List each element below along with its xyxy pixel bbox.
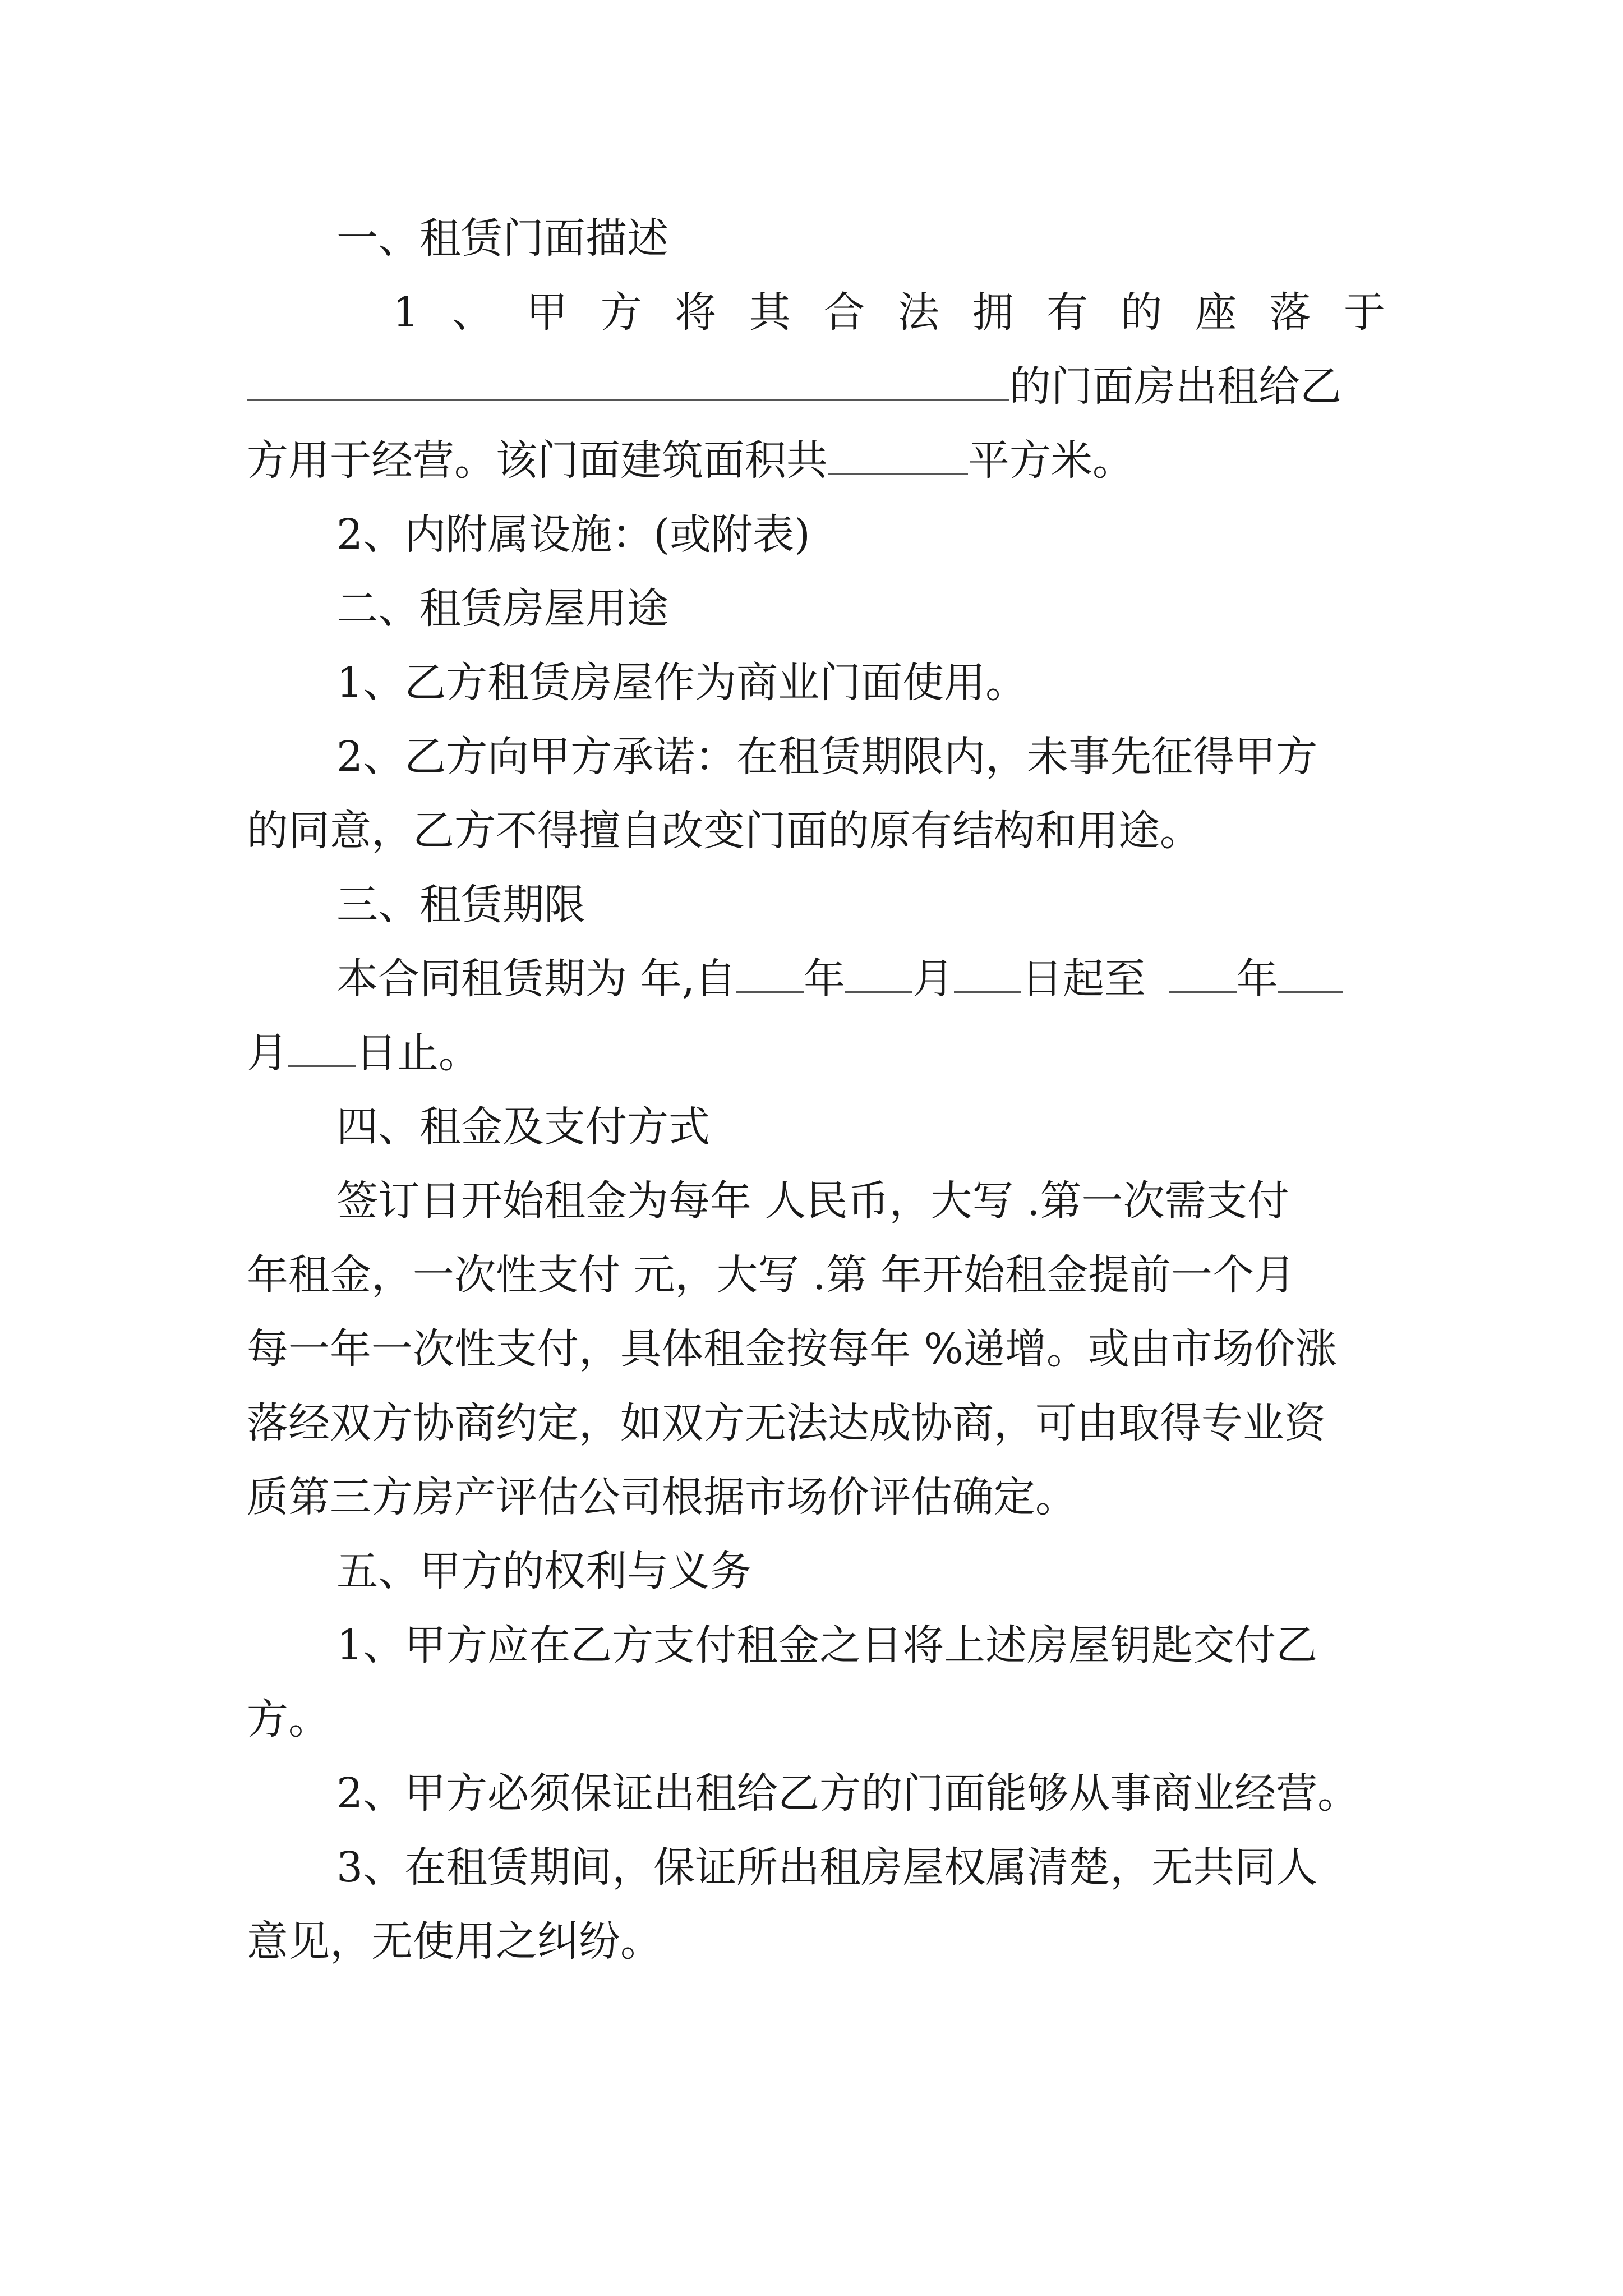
- section-4-paragraph-line-3: 每一年一次性支付，具体租金按每年 %递增。或由市场价涨: [247, 1325, 1337, 1373]
- section-5-item-2: 2、甲方必须保证出租给乙方的门面能够从事商业经营。: [336, 1769, 1359, 1818]
- section-3-line-2: 月 日止。: [247, 1022, 1385, 1084]
- end-year-blank: [1169, 951, 1237, 993]
- section-5-item-3-line-1: 3、在租赁期间，保证所出租房屋权属清楚，无共同人: [336, 1843, 1318, 1892]
- section-3-heading: 三、租赁期限: [336, 881, 585, 929]
- char: 拥: [972, 288, 1014, 337]
- section-4-paragraph-line-1: 签订日开始租金为每年 人民币，大写 .第一次需支付: [336, 1177, 1289, 1225]
- section-4-paragraph-line-2: 年租金，一次性支付 元，大写 .第 年开始租金提前一个月: [247, 1251, 1296, 1299]
- section-1-heading: 一、租赁门面描述: [336, 214, 668, 263]
- end-day-blank: [288, 1025, 356, 1067]
- section-5-heading: 五、甲方的权利与义务: [336, 1547, 751, 1595]
- char: 座: [1195, 288, 1237, 337]
- section-4-paragraph-line-4: 落经双方协商约定，如双方无法达成协商，可由取得专业资: [247, 1399, 1326, 1447]
- char: 方: [600, 288, 642, 337]
- section-3-line-1: 本合同租赁期为 年,自 年 月 日起至 年: [336, 948, 1385, 1010]
- section-4-paragraph-line-5: 质第三方房产评估公司根据市场价评估确定。: [247, 1473, 1077, 1521]
- section-2-item-1: 1、乙方租赁房屋作为商业门面使用。: [336, 659, 1027, 707]
- char: 的: [1121, 288, 1163, 337]
- section-1-item-1-line-3: 方用于经营。该门面建筑面积共 平方米。: [247, 430, 1385, 491]
- section-5-item-3-line-2: 意见，无使用之纠纷。: [247, 1917, 662, 1966]
- char: 于: [1344, 288, 1385, 337]
- char: 其: [749, 288, 791, 337]
- char: 合: [823, 288, 865, 337]
- start-day-blank: [954, 951, 1021, 993]
- section-2-heading: 二、租赁房屋用途: [336, 585, 668, 633]
- char: 法: [897, 288, 939, 337]
- char: 甲: [526, 288, 568, 337]
- start-year-blank: [736, 951, 804, 993]
- section-1-item-1-line-1: [393, 282, 1385, 343]
- char: 将: [675, 288, 717, 337]
- location-blank: [247, 358, 1009, 401]
- char: 落: [1269, 288, 1311, 337]
- section-5-item-1-line-2: 方。: [247, 1695, 330, 1743]
- section-2-item-2-line-1: 2、乙方向甲方承诺：在租赁期限内，未事先征得甲方: [336, 733, 1318, 781]
- section-5-item-1-line-1: 1、甲方应在乙方支付租金之日将上述房屋钥匙交付乙: [336, 1621, 1318, 1669]
- section-4-heading: 四、租金及支付方式: [336, 1103, 710, 1151]
- area-blank: [828, 432, 968, 475]
- char: 、: [451, 288, 494, 337]
- section-2-item-2-line-2: 的同意，乙方不得擅自改变门面的原有结构和用途。: [247, 807, 1201, 855]
- end-month-blank: [1278, 951, 1343, 993]
- char: 有: [1046, 288, 1088, 337]
- char: 1: [393, 288, 419, 337]
- section-1-item-1-line-2: 的门面房出租给乙: [247, 356, 1385, 417]
- start-month-blank: [845, 951, 912, 993]
- section-1-item-2: 2、内附属设施：(或附表): [336, 510, 810, 559]
